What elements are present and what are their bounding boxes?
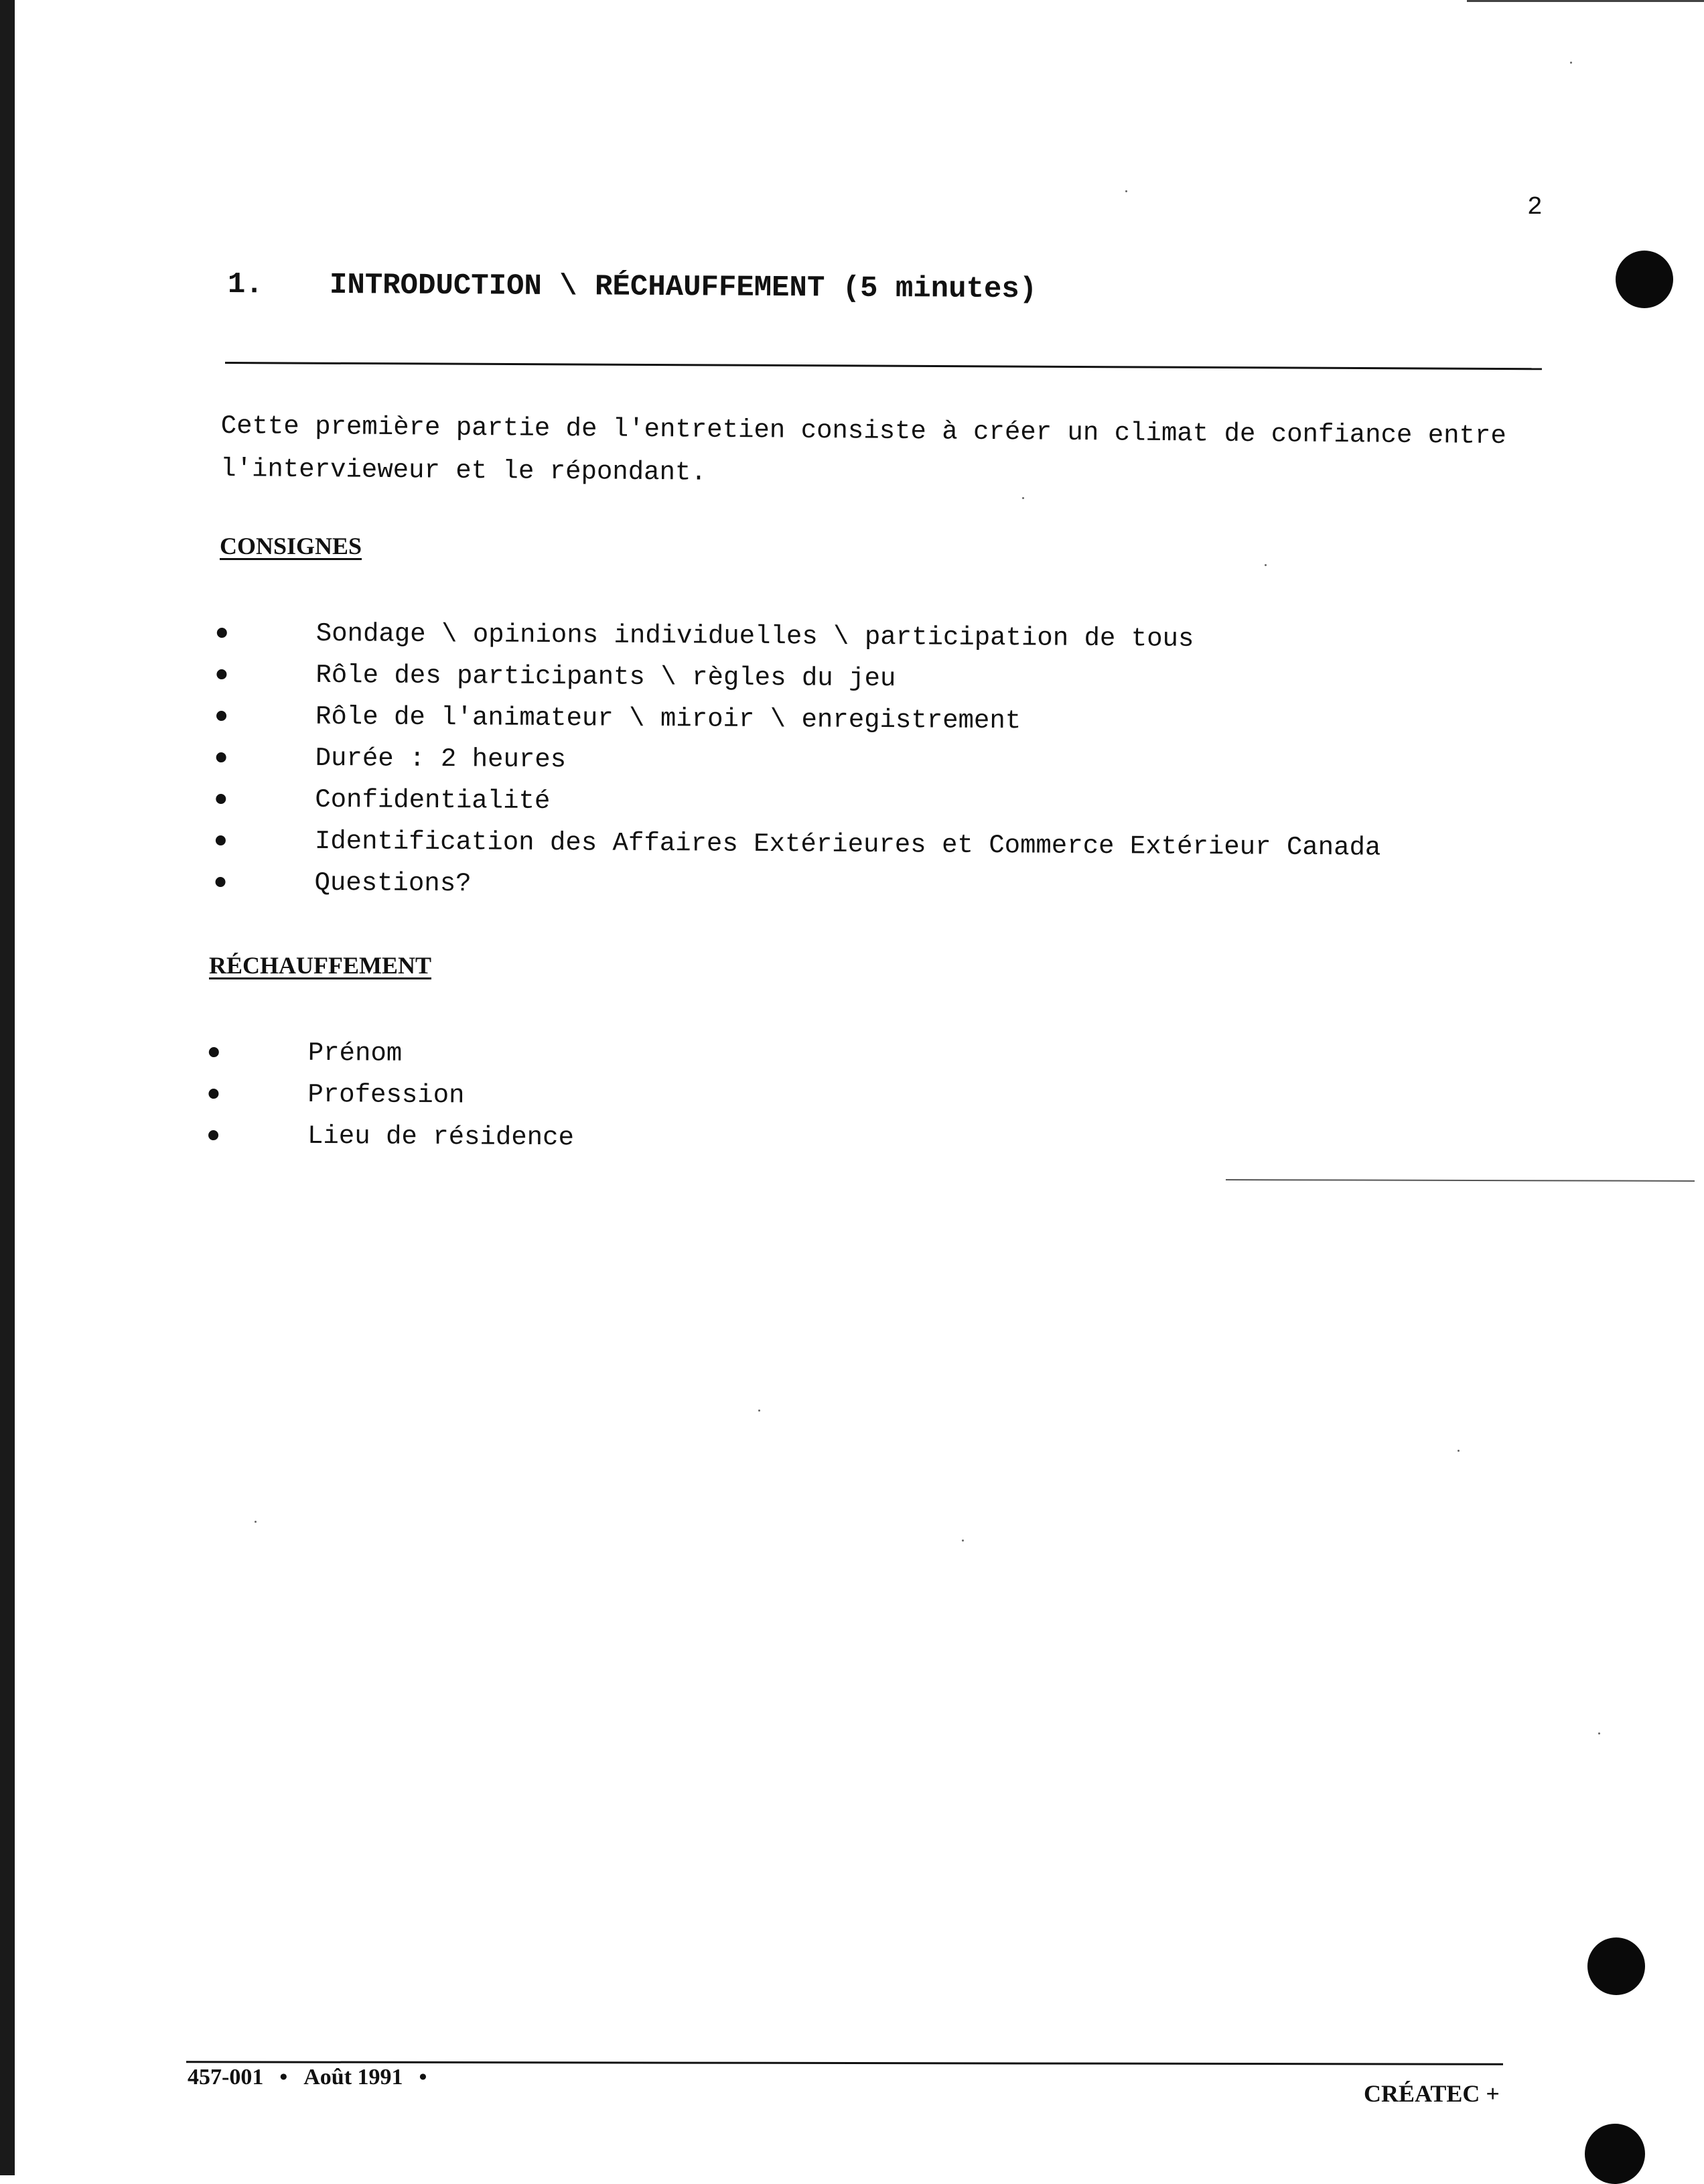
section-number: 1.	[228, 268, 330, 302]
section-heading	[228, 268, 1037, 306]
bullet-icon	[216, 794, 226, 804]
bullet-icon	[216, 752, 226, 762]
bullet-icon	[216, 669, 226, 679]
scan-speck	[962, 1540, 964, 1542]
scan-speck	[1570, 62, 1572, 64]
heading-rule	[225, 362, 1542, 370]
scan-left-edge	[0, 0, 15, 2175]
bullet-icon	[208, 1089, 218, 1099]
section-title: INTRODUCTION \ RÉCHAUFFEMENT (5 minutes)	[330, 269, 1037, 306]
rechauffement-heading: RÉCHAUFFEMENT	[209, 951, 431, 979]
scan-speck	[255, 1521, 257, 1523]
stray-rule	[1226, 1179, 1695, 1182]
scan-speck	[1022, 497, 1024, 499]
company-name: CRÉATEC +	[1364, 2079, 1500, 2108]
scan-top-edge	[1467, 0, 1704, 2]
scan-speck	[758, 1410, 760, 1412]
bullet-icon	[209, 1047, 219, 1057]
consignes-list	[215, 612, 217, 903]
bullet-icon	[217, 628, 227, 638]
punch-hole-middle	[1587, 1937, 1645, 1995]
intro-paragraph: Cette première partie de l'entretien consiste à créer un climat de confiance entre l'intervieweur et le répondant.	[220, 405, 1547, 501]
scan-speck	[1458, 1450, 1460, 1452]
footer-date: Août 1991	[303, 2065, 403, 2090]
footer-bullet: •	[279, 2065, 287, 2090]
rechauffement-list	[208, 1032, 209, 1156]
scan-speck	[1265, 564, 1267, 566]
consignes-heading: CONSIGNES	[220, 532, 362, 560]
scan-speck	[1598, 1732, 1600, 1734]
punch-hole-top	[1616, 251, 1673, 308]
bullet-icon	[216, 835, 226, 845]
bullet-icon	[216, 711, 226, 721]
scan-speck	[1125, 190, 1127, 192]
footer-bullet: •	[419, 2065, 427, 2090]
bullet-icon	[208, 1130, 218, 1140]
document-code: 457-001	[188, 2065, 263, 2090]
bullet-icon	[215, 877, 225, 887]
footer-left	[188, 2065, 443, 2090]
page-number: 2	[1527, 193, 1543, 222]
